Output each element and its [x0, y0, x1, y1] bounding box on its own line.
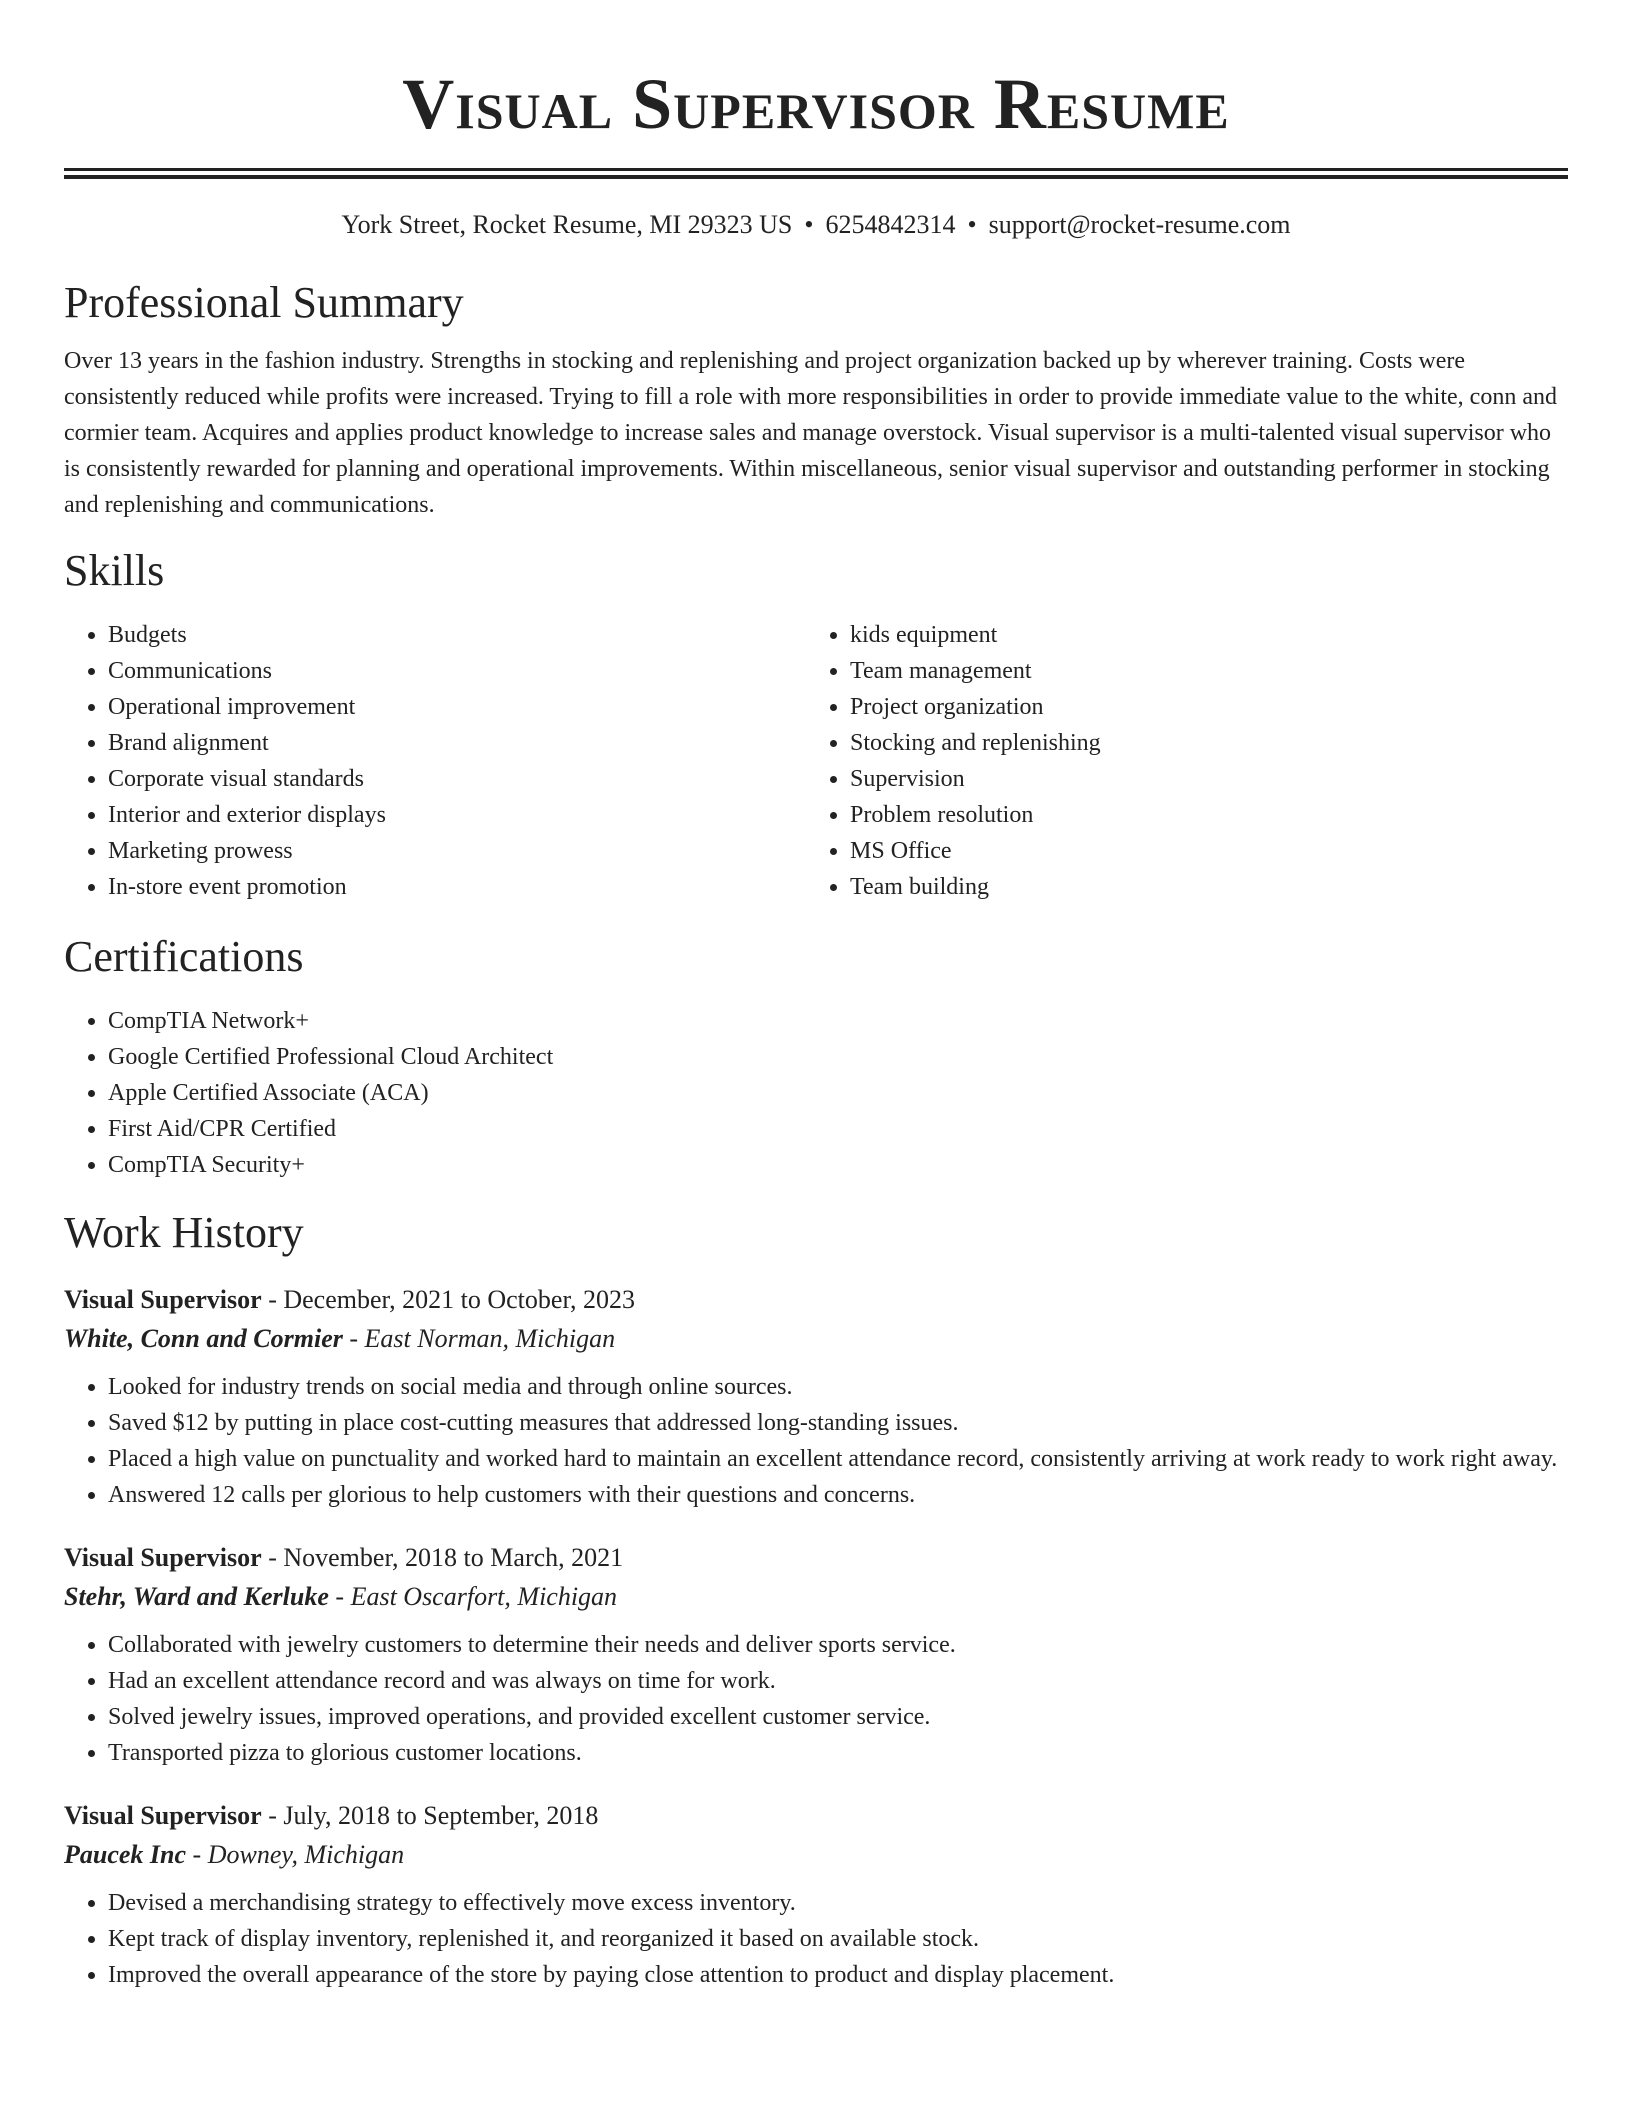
certification-item: • First Aid/CPR Certified	[108, 1111, 1568, 1147]
job-bullets	[64, 1369, 1568, 1513]
job-dates: November, 2018 to March, 2021	[283, 1543, 624, 1572]
certifications-list	[64, 1003, 1568, 1183]
skill-item: • Communications	[108, 653, 806, 689]
skill-item: • kids equipment	[850, 617, 1548, 653]
job-bullets	[64, 1885, 1568, 1993]
job-bullets	[64, 1627, 1568, 1771]
job-dash: -	[342, 1324, 365, 1353]
title-divider	[64, 168, 1568, 171]
job-title-line	[64, 1797, 1568, 1835]
skill-item: • Stocking and replenishing	[850, 725, 1548, 761]
skill-item: • Team management	[850, 653, 1548, 689]
job-location: East Norman, Michigan	[364, 1324, 616, 1353]
certification-item: • CompTIA Network+	[108, 1003, 1568, 1039]
skill-item: • Corporate visual standards	[108, 761, 806, 797]
skills-list-left	[64, 617, 806, 905]
job-company-line	[64, 1319, 1568, 1359]
skill-item: • Budgets	[108, 617, 806, 653]
skill-item: • In-store event promotion	[108, 869, 806, 905]
job-title: Visual Supervisor	[64, 1543, 262, 1572]
job-title: Visual Supervisor	[64, 1285, 262, 1314]
job-dash: -	[261, 1543, 284, 1572]
job-bullet: • Devised a merchandising strategy to effectively move excess inventory.	[108, 1885, 1568, 1921]
certification-item: • Apple Certified Associate (ACA)	[108, 1075, 1568, 1111]
contact-separator: •	[967, 210, 977, 239]
skill-item: • MS Office	[850, 833, 1548, 869]
skill-item: • Supervision	[850, 761, 1548, 797]
job-entry	[64, 1281, 1568, 1513]
contact-phone: 6254842314	[825, 210, 956, 239]
job-bullet: • Placed a high value on punctuality and worked hard to maintain an excellent attendance record, consistently arriving at work ready to work right away.	[108, 1441, 1568, 1477]
job-entry	[64, 1797, 1568, 1993]
job-bullet: • Collaborated with jewelry customers to determine their needs and deliver sports service.	[108, 1627, 1568, 1663]
skills-list-right	[806, 617, 1548, 905]
job-company-line	[64, 1835, 1568, 1875]
certifications-heading: Certifications	[64, 932, 304, 981]
job-company: White, Conn and Cormier	[64, 1324, 343, 1353]
certification-item: • Google Certified Professional Cloud Architect	[108, 1039, 1568, 1075]
job-company: Stehr, Ward and Kerluke	[64, 1582, 329, 1611]
skills-heading: Skills	[64, 546, 165, 595]
page-title: Visual Supervisor Resume	[402, 64, 1230, 144]
job-bullet: • Solved jewelry issues, improved operations, and provided excellent customer service.	[108, 1699, 1568, 1735]
job-dates: July, 2018 to September, 2018	[283, 1801, 599, 1830]
job-dash: -	[328, 1582, 351, 1611]
job-bullet: • Saved $12 by putting in place cost-cutting measures that addressed long-standing issues.	[108, 1405, 1568, 1441]
job-bullet: • Looked for industry trends on social media and through online sources.	[108, 1369, 1568, 1405]
skill-item: • Operational improvement	[108, 689, 806, 725]
job-location: East Oscarfort, Michigan	[350, 1582, 618, 1611]
job-company-line	[64, 1577, 1568, 1617]
skill-item: • Brand alignment	[108, 725, 806, 761]
job-location: Downey, Michigan	[207, 1840, 405, 1869]
contact-separator: •	[804, 210, 814, 239]
summary-text: Over 13 years in the fashion industry. Strengths in stocking and replenishing and project organization backed up by wherever training. Costs were consistently reduced while profits were increased. Trying to fill a role with more responsibilities in order to provide immediate value to the white, conn and cormier team. Acquires and applies product knowledge to increase sales and manage overstock. Visual supervisor is a multi-talented visual supervisor who is consistently rewarded for planning and operational improvements. Within miscellaneous, senior visual supervisor and outstanding performer in stocking and replenishing and communications.	[64, 348, 1557, 518]
job-bullet: • Kept track of display inventory, replenished it, and reorganized it based on available stock.	[108, 1921, 1568, 1957]
job-dash: -	[261, 1285, 284, 1314]
job-company: Paucek Inc	[64, 1840, 187, 1869]
summary-heading: Professional Summary	[64, 278, 464, 327]
skill-item: • Problem resolution	[850, 797, 1548, 833]
job-entry	[64, 1539, 1568, 1771]
job-title: Visual Supervisor	[64, 1801, 262, 1830]
skill-item: • Marketing prowess	[108, 833, 806, 869]
work-history-heading: Work History	[64, 1208, 304, 1257]
job-bullet: • Transported pizza to glorious customer locations.	[108, 1735, 1568, 1771]
skills-grid	[64, 617, 1568, 905]
skill-item: • Team building	[850, 869, 1548, 905]
contact-email: support@rocket-resume.com	[988, 210, 1291, 239]
job-dates: December, 2021 to October, 2023	[283, 1285, 636, 1314]
contact-address: York Street, Rocket Resume, MI 29323 US	[341, 210, 793, 239]
skill-item: • Interior and exterior displays	[108, 797, 806, 833]
job-title-line	[64, 1281, 1568, 1319]
job-bullet: • Improved the overall appearance of the store by paying close attention to product and display placement.	[108, 1957, 1568, 1993]
job-dash: -	[261, 1801, 284, 1830]
contact-line	[64, 207, 1568, 243]
job-title-line	[64, 1539, 1568, 1577]
job-bullet: • Had an excellent attendance record and was always on time for work.	[108, 1663, 1568, 1699]
job-bullet: • Answered 12 calls per glorious to help customers with their questions and concerns.	[108, 1477, 1568, 1513]
skill-item: • Project organization	[850, 689, 1548, 725]
certification-item: • CompTIA Security+	[108, 1147, 1568, 1183]
job-dash: -	[186, 1840, 208, 1869]
